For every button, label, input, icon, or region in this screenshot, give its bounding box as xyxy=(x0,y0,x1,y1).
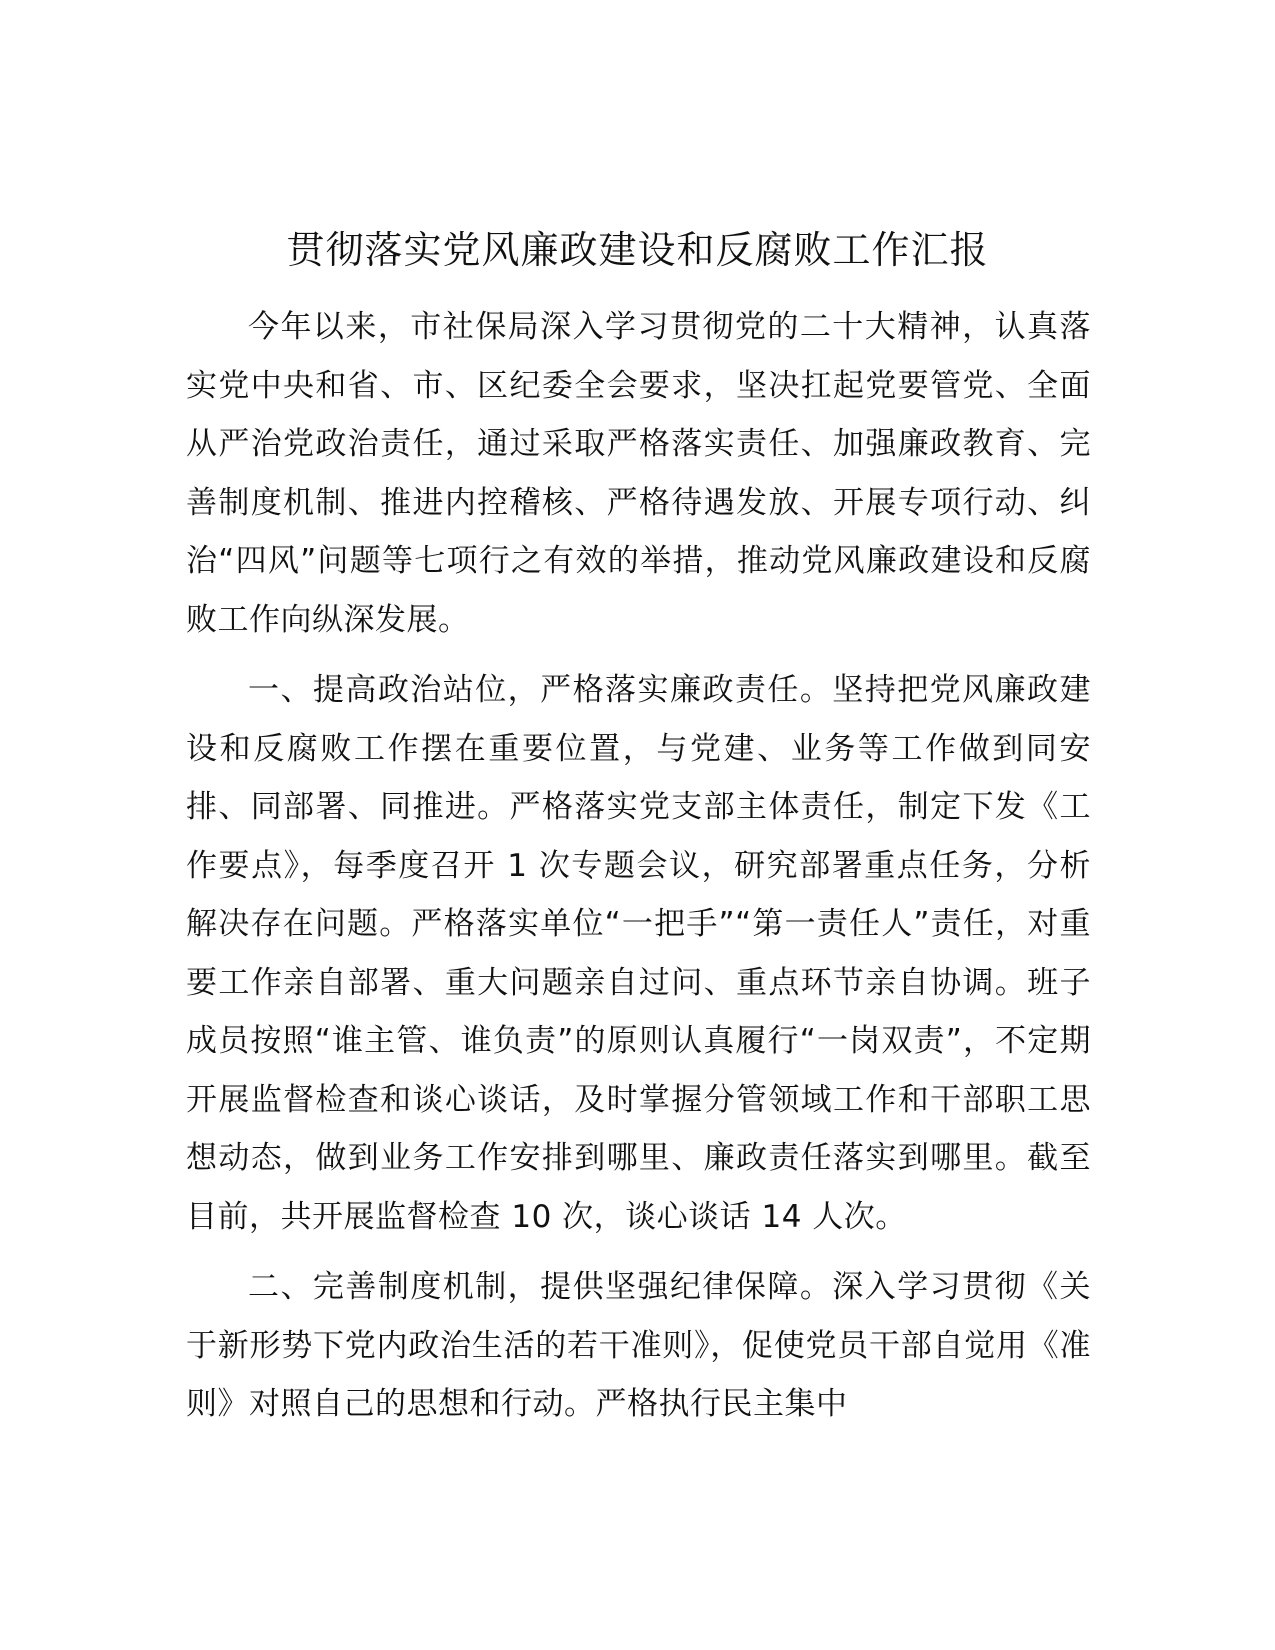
section-two-paragraph: 二、完善制度机制，提供坚强纪律保障。深入学习贯彻《关于新形势下党内政治生活的若干准则》，促使党员干部自觉用《准则》对照自己的思想和行动。严格执行民主集中 xyxy=(186,1269,1091,1422)
document-body xyxy=(186,298,1091,1446)
document-title: 贯彻落实党风廉政建设和反腐败工作汇报 xyxy=(286,228,989,272)
section-one-paragraph: 一、提高政治站位，严格落实廉政责任。坚持把党风廉政建设和反腐败工作摆在重要位置，与党建、业务等工作做到同安排、同部署、同推进。严格落实党支部主体责任，制定下发《工作要点》，每季度召开 1 次专题会议，研究部署重点任务，分析解决存在问题。严格落实单位“一把手”“第一责任人”责任，对重要工作亲自部署、重大问题亲自过问、重点环节亲自协调。班子成员按照“谁主管、谁负责”的原则认真履行“一岗双责”，不定期开展监督检查和谈心谈话，及时掌握分管领域工作和干部职工思想动态，做到业务工作安排到哪里、廉政责任落实到哪里。截至目前，共开展监督检查 10 次，谈心谈话 14 人次。 xyxy=(186,672,1091,1235)
intro-paragraph: 今年以来，市社保局深入学习贯彻党的二十大精神，认真落实党中央和省、市、区纪委全会要求，坚决扛起党要管党、全面从严治党政治责任，通过采取严格落实责任、加强廉政教育、完善制度机制、推进内控稽核、严格待遇发放、开展专项行动、纠治“四风”问题等七项行之有效的举措，推动党风廉政建设和反腐败工作向纵深发展。 xyxy=(186,309,1091,638)
